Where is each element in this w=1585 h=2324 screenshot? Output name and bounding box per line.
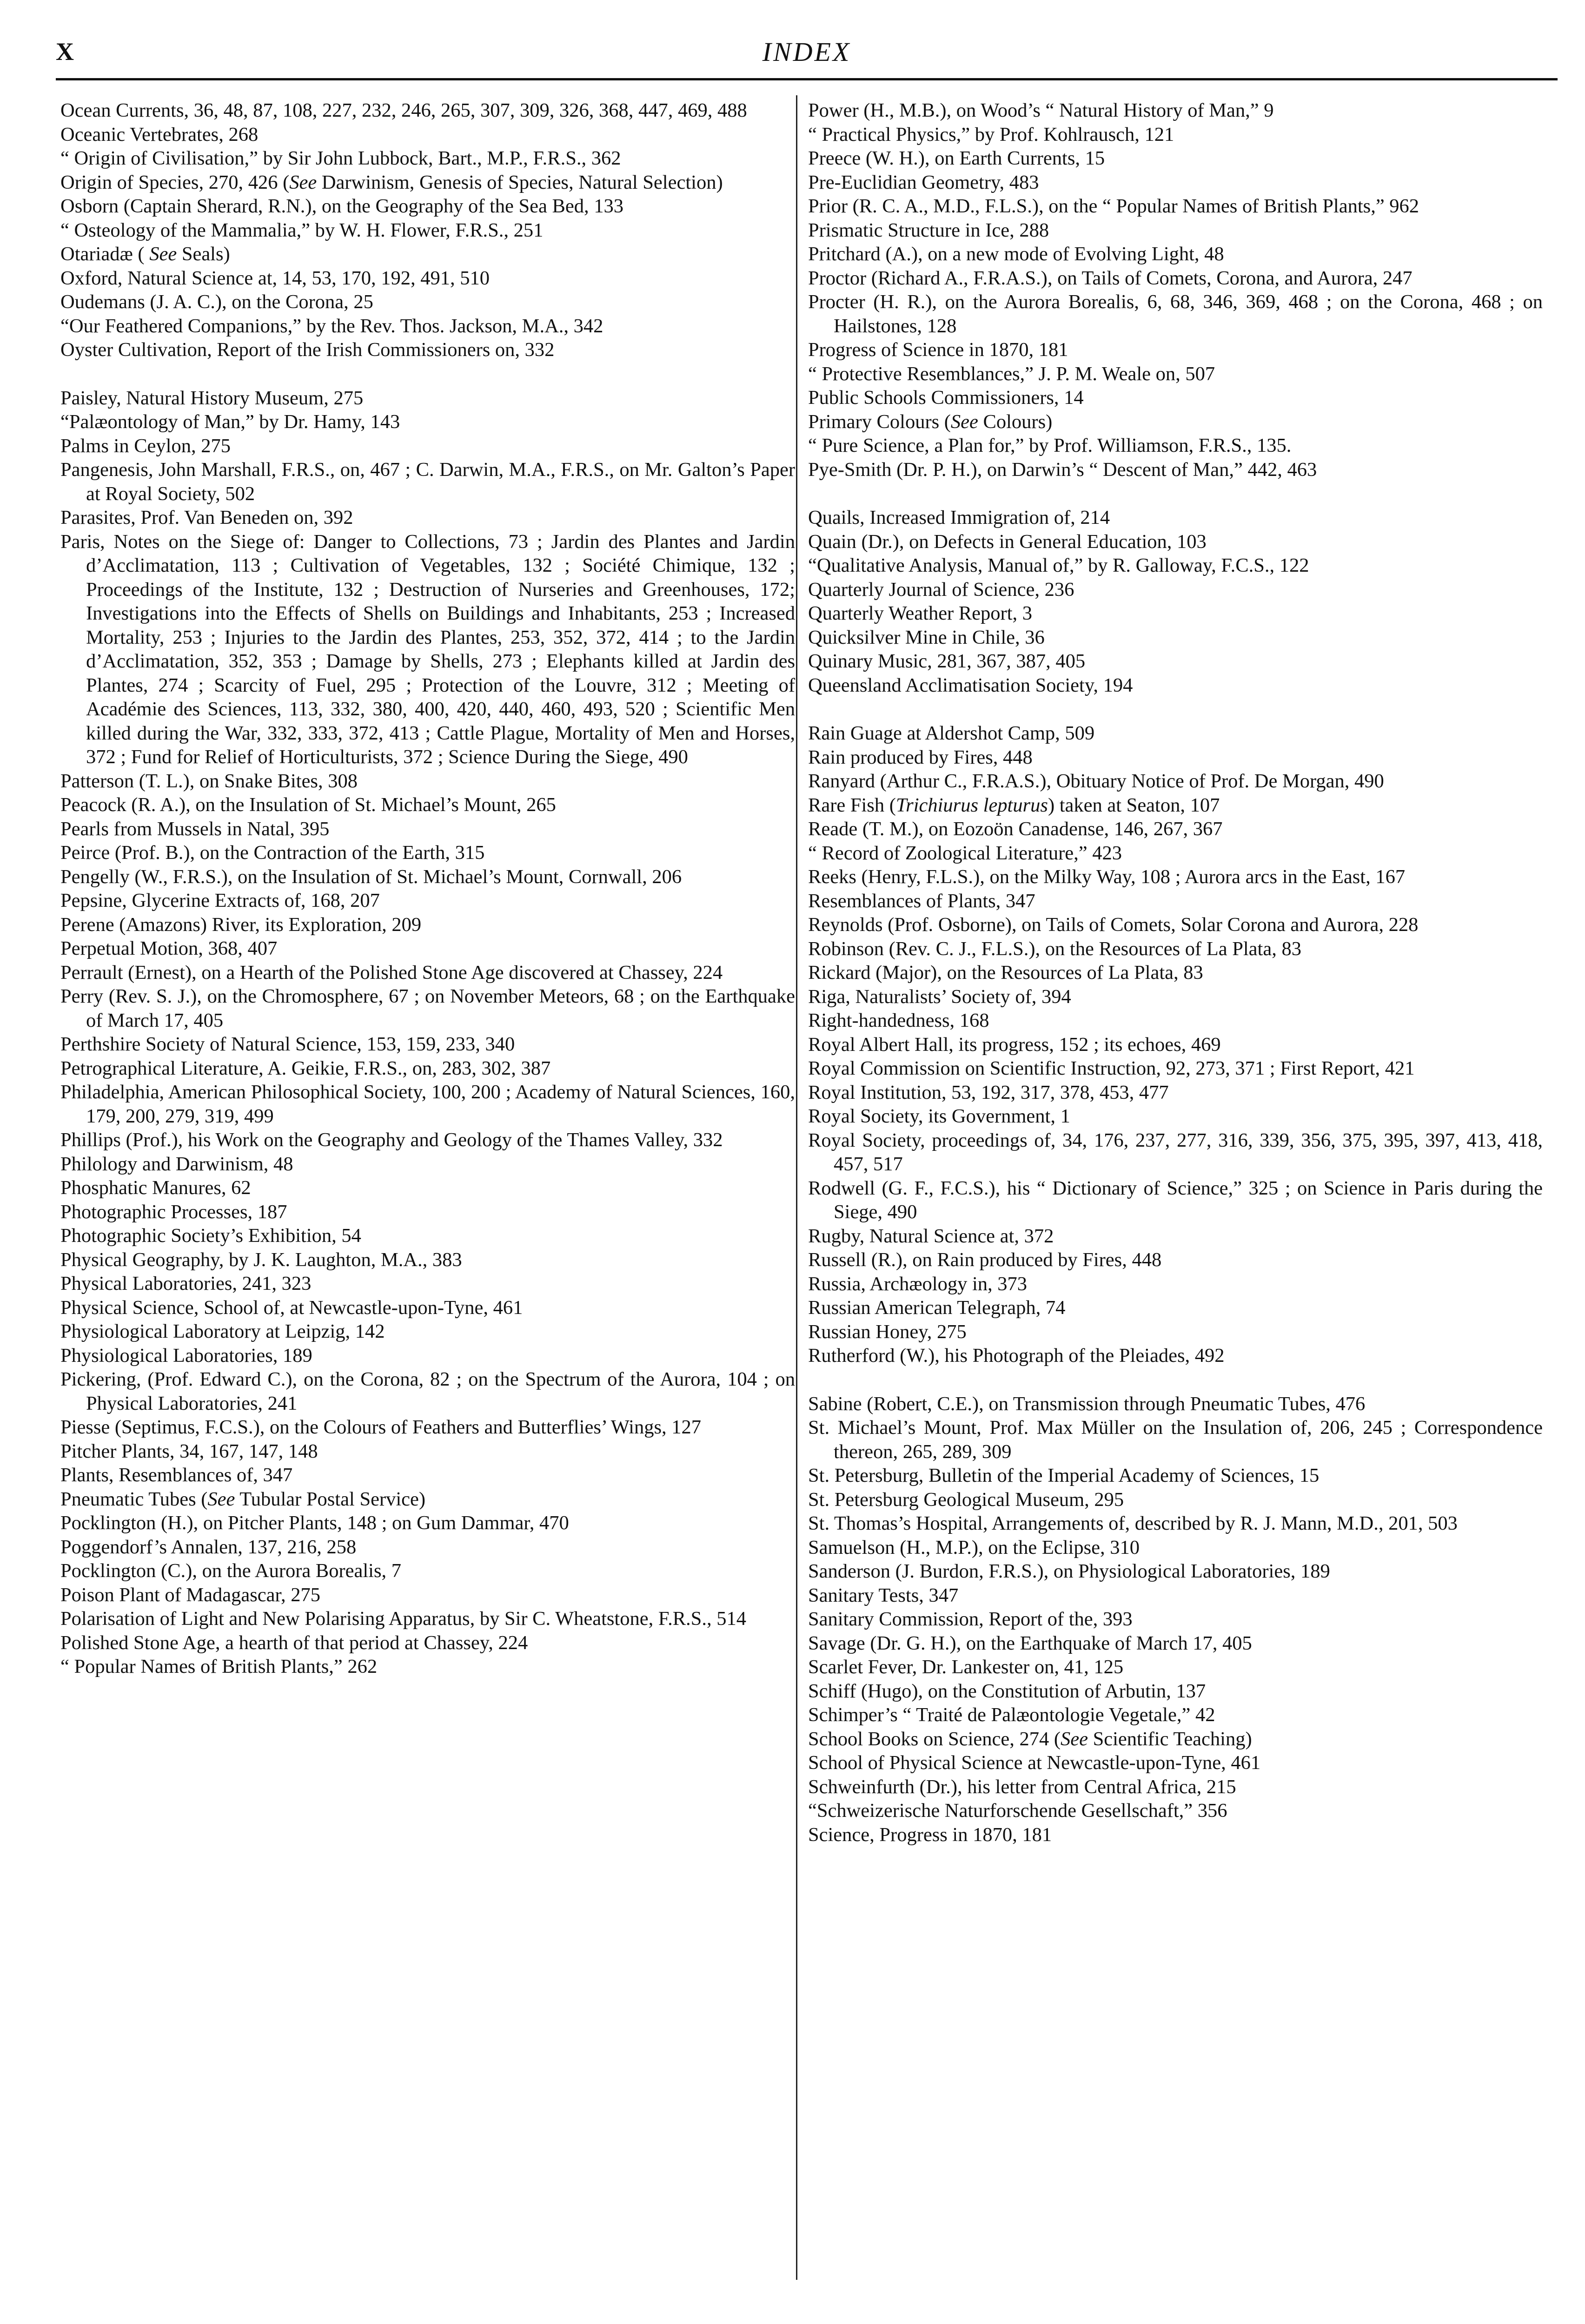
index-entry: Osborn (Captain Sherard, R.N.), on the Geography of the Sea Bed, 133 bbox=[60, 195, 623, 217]
index-entry: Pye-Smith (Dr. P. H.), on Darwin’s “ Descent of Man,” 442, 463 bbox=[808, 458, 1317, 481]
index-entry: Quarterly Journal of Science, 236 bbox=[808, 578, 1074, 601]
index-entry: Peacock (R. A.), on the Insulation of St. Michael’s Mount, 265 bbox=[60, 794, 556, 816]
index-entry: Phillips (Prof.), his Work on the Geography and Geology of the Thames Valley, 332 bbox=[60, 1129, 723, 1151]
index-entry: Russian American Telegraph, 74 bbox=[808, 1297, 1066, 1319]
index-entry: Physical Science, School of, at Newcastle-upon-Tyne, 461 bbox=[60, 1296, 523, 1319]
index-entry: Royal Society, its Government, 1 bbox=[808, 1105, 1070, 1127]
index-entry: Russell (R.), on Rain produced by Fires, 448 bbox=[808, 1249, 1162, 1271]
index-entry: Rutherford (W.), his Photograph of the Pleiades, 492 bbox=[808, 1345, 1225, 1367]
index-entry: Pneumatic Tubes (See Tubular Postal Service) bbox=[60, 1488, 426, 1510]
index-entry: Robinson (Rev. C. J., F.L.S.), on the Resources of La Plata, 83 bbox=[808, 938, 1301, 960]
index-entry: Perrault (Ernest), on a Hearth of the Polished Stone Age discovered at Chassey, 224 bbox=[60, 961, 723, 984]
page-number: X bbox=[56, 38, 74, 66]
index-entry: Photographic Society’s Exhibition, 54 bbox=[60, 1225, 361, 1247]
index-entry: Riga, Naturalists’ Society of, 394 bbox=[808, 985, 1071, 1008]
index-entry: Oudemans (J. A. C.), on the Corona, 25 bbox=[60, 291, 373, 313]
index-entry: Polished Stone Age, a hearth of that period at Chassey, 224 bbox=[60, 1631, 528, 1654]
index-entry: “Our Feathered Companions,” by the Rev. Thos. Jackson, M.A., 342 bbox=[60, 315, 603, 337]
index-entry: Oyster Cultivation, Report of the Irish Commissioners on, 332 bbox=[60, 339, 555, 361]
index-entry: Physiological Laboratory at Leipzig, 142 bbox=[60, 1320, 385, 1342]
right-column bbox=[808, 99, 1543, 1847]
index-entry: “Qualitative Analysis, Manual of,” by R. Galloway, F.C.S., 122 bbox=[808, 555, 1309, 576]
index-entry: Schweinfurth (Dr.), his letter from Central Africa, 215 bbox=[808, 1776, 1236, 1798]
column-divider bbox=[796, 95, 797, 2280]
index-entry: “Palæontology of Man,” by Dr. Hamy, 143 bbox=[60, 411, 400, 433]
index-entry: Reade (T. M.), on Eozoön Canadense, 146, 267, 367 bbox=[808, 818, 1223, 840]
index-entry: Sanderson (J. Burdon, F.R.S.), on Physiological Laboratories, 189 bbox=[808, 1560, 1330, 1582]
index-entry: Proctor (Richard A., F.R.A.S.), on Tails of Comets, Corona, and Aurora, 247 bbox=[808, 267, 1413, 289]
index-entry: “ Protective Resemblances,” J. P. M. Weale on, 507 bbox=[808, 363, 1215, 385]
index-entry: Savage (Dr. G. H.), on the Earthquake of March 17, 405 bbox=[808, 1632, 1252, 1654]
letter-group-gap bbox=[808, 697, 1543, 721]
index-entry: Preece (W. H.), on Earth Currents, 15 bbox=[808, 147, 1105, 169]
index-entry: Procter (H. R.), on the Aurora Borealis, 6, 68, 346, 369, 468 ; on the Corona, 468 ; on Hailstones, 128 bbox=[808, 291, 1543, 337]
index-entry: Schiff (Hugo), on the Constitution of Arbutin, 137 bbox=[808, 1680, 1206, 1702]
index-entry: Paris, Notes on the Siege of: Danger to Collections, 73 ; Jardin des Plantes and Jardin d’Acclimatation, 113 ; Cultivation of Vegetables, 132 ; Société Chimique, 132 ; Proceedings of the Institute, 132 ; Destruction of Nurseries and Greenhouses, 172; Investigations into the Effects of Shells on Buildings and Inhabitants, 253 ; Increased Mortality, 253 ; Injuries to the Jardin des Plantes, 253, 352, 372, 414 ; to the Jardin d’Acclimatation, 352, 353 ; Damage by Shells, 273 ; Elephants killed at Jardin des Plantes, 274 ; Scarcity of Fuel, 295 ; Protection of the Louvre, 312 ; Meeting of Académie des Sciences, 113, 332, 380, 400, 420, 440, 460, 493, 520 ; Scientific Men killed during the War, 332, 333, 372, 413 ; Cattle Plague, Mortality of Men and Horses, 372 ; Fund for Relief of Horticulturists, 372 ; Science During the Siege, 490 bbox=[60, 530, 795, 768]
index-entry: Reynolds (Prof. Osborne), on Tails of Comets, Solar Corona and Aurora, 228 bbox=[808, 914, 1419, 936]
index-entry: “ Osteology of the Mammalia,” by W. H. Flower, F.R.S., 251 bbox=[60, 219, 544, 241]
index-entry: Sanitary Tests, 347 bbox=[808, 1584, 959, 1606]
index-entry: Russia, Archæology in, 373 bbox=[808, 1273, 1028, 1295]
index-entry: Petrographical Literature, A. Geikie, F.R.S., on, 283, 302, 387 bbox=[60, 1057, 551, 1079]
index-entry: “ Record of Zoological Literature,” 423 bbox=[808, 842, 1122, 864]
index-entry: Samuelson (H., M.P.), on the Eclipse, 310 bbox=[808, 1536, 1140, 1558]
index-entry: Pritchard (A.), on a new mode of Evolving Light, 48 bbox=[808, 243, 1224, 265]
index-entry: Right-handedness, 168 bbox=[808, 1010, 989, 1031]
index-entry: Pickering, (Prof. Edward C.), on the Corona, 82 ; on the Spectrum of the Aurora, 104 ; on Physical Laboratories, 241 bbox=[60, 1368, 795, 1414]
index-entry: “ Origin of Civilisation,” by Sir John Lubbock, Bart., M.P., F.R.S., 362 bbox=[60, 147, 621, 169]
header-rule bbox=[56, 78, 1558, 80]
index-entry: Perry (Rev. S. J.), on the Chromosphere, 67 ; on November Meteors, 68 ; on the Earthquake of March 17, 405 bbox=[60, 985, 795, 1031]
index-entry: Philadelphia, American Philosophical Society, 100, 200 ; Academy of Natural Sciences, 160, 179, 200, 279, 319, 499 bbox=[60, 1081, 795, 1127]
index-entry: Palms in Ceylon, 275 bbox=[60, 435, 231, 457]
page-title: INDEX bbox=[762, 37, 851, 67]
index-entry: Physical Laboratories, 241, 323 bbox=[60, 1273, 312, 1294]
page-header bbox=[56, 29, 1558, 80]
index-entry: “ Pure Science, a Plan for,” by Prof. Williamson, F.R.S., 135. bbox=[808, 435, 1292, 456]
index-entry: St. Thomas’s Hospital, Arrangements of, described by R. J. Mann, M.D., 201, 503 bbox=[808, 1512, 1458, 1534]
index-entry: Quain (Dr.), on Defects in General Education, 103 bbox=[808, 530, 1207, 553]
index-entry: Prior (R. C. A., M.D., F.L.S.), on the “ Popular Names of British Plants,” 962 bbox=[808, 195, 1419, 217]
index-entry: Peirce (Prof. B.), on the Contraction of the Earth, 315 bbox=[60, 842, 485, 864]
index-entry: Quarterly Weather Report, 3 bbox=[808, 602, 1033, 624]
index-entry: Oceanic Vertebrates, 268 bbox=[60, 123, 259, 145]
index-entry: Pitcher Plants, 34, 167, 147, 148 bbox=[60, 1440, 318, 1462]
index-entry: Progress of Science in 1870, 181 bbox=[808, 339, 1068, 361]
index-entry: Oxford, Natural Science at, 14, 53, 170, 192, 491, 510 bbox=[60, 267, 490, 289]
index-entry: Sanitary Commission, Report of the, 393 bbox=[808, 1608, 1133, 1630]
index-entry: Origin of Species, 270, 426 (See Darwinism, Genesis of Species, Natural Selection) bbox=[60, 171, 723, 193]
index-entry: Royal Institution, 53, 192, 317, 378, 453, 477 bbox=[808, 1081, 1169, 1103]
index-entry: Quails, Increased Immigration of, 214 bbox=[808, 507, 1110, 528]
index-entry: Resemblances of Plants, 347 bbox=[808, 890, 1035, 912]
index-entry: Pepsine, Glycerine Extracts of, 168, 207 bbox=[60, 890, 380, 911]
index-entry: Quicksilver Mine in Chile, 36 bbox=[808, 626, 1045, 648]
index-entry: Pre-Euclidian Geometry, 483 bbox=[808, 171, 1039, 193]
index-entry: “Schweizerische Naturforschende Gesellschaft,” 356 bbox=[808, 1800, 1227, 1822]
index-entry: Primary Colours (See Colours) bbox=[808, 410, 1053, 433]
index-entry: Otariadæ ( See Seals) bbox=[60, 243, 230, 265]
index-entry: Pocklington (C.), on the Aurora Borealis, 7 bbox=[60, 1560, 402, 1582]
index-entry: Phosphatic Manures, 62 bbox=[60, 1177, 251, 1199]
index-entry: Poison Plant of Madagascar, 275 bbox=[60, 1584, 320, 1606]
index-entry: Rodwell (G. F., F.C.S.), his “ Dictionary of Science,” 325 ; on Science in Paris during the Siege, 490 bbox=[808, 1177, 1543, 1223]
index-entry: St. Petersburg, Bulletin of the Imperial Academy of Sciences, 15 bbox=[808, 1465, 1320, 1486]
index-entry: Perpetual Motion, 368, 407 bbox=[60, 938, 278, 959]
index-entry: Rain Guage at Aldershot Camp, 509 bbox=[808, 722, 1095, 744]
index-entry: Plants, Resemblances of, 347 bbox=[60, 1464, 293, 1486]
index-entry: Ocean Currents, 36, 48, 87, 108, 227, 232, 246, 265, 307, 309, 326, 368, 447, 469, 488 bbox=[60, 99, 747, 121]
index-entry: Royal Albert Hall, its progress, 152 ; its echoes, 469 bbox=[808, 1033, 1221, 1056]
index-entry: Poggendorf’s Annalen, 137, 216, 258 bbox=[60, 1536, 357, 1558]
letter-group-gap bbox=[808, 482, 1543, 506]
index-entry: “ Popular Names of British Plants,” 262 bbox=[60, 1656, 378, 1677]
index-entry: Philology and Darwinism, 48 bbox=[60, 1153, 293, 1175]
index-entry: Patterson (T. L.), on Snake Bites, 308 bbox=[60, 770, 358, 792]
letter-group-gap bbox=[808, 1368, 1543, 1392]
index-entry: Physiological Laboratories, 189 bbox=[60, 1344, 312, 1367]
index-entry: Rare Fish (Trichiurus lepturus) taken at Seaton, 107 bbox=[808, 794, 1220, 816]
index-entry: Rickard (Major), on the Resources of La Plata, 83 bbox=[808, 962, 1203, 984]
index-entry: St. Michael’s Mount, Prof. Max Müller on the Insulation of, 206, 245 ; Correspondence thereon, 265, 289, 309 bbox=[808, 1417, 1543, 1463]
index-entry: Perthshire Society of Natural Science, 153, 159, 233, 340 bbox=[60, 1033, 515, 1055]
index-entry: Pocklington (H.), on Pitcher Plants, 148 ; on Gum Dammar, 470 bbox=[60, 1512, 569, 1534]
index-entry: School of Physical Science at Newcastle-upon-Tyne, 461 bbox=[808, 1752, 1261, 1774]
index-entry: Science, Progress in 1870, 181 bbox=[808, 1823, 1052, 1846]
index-entry: Royal Commission on Scientific Instruction, 92, 273, 371 ; First Report, 421 bbox=[808, 1057, 1415, 1079]
index-entry: Pangenesis, John Marshall, F.R.S., on, 467 ; C. Darwin, M.A., F.R.S., on Mr. Galton’s Paper at Royal Society, 502 bbox=[60, 459, 795, 505]
index-entry: St. Petersburg Geological Museum, 295 bbox=[808, 1488, 1124, 1511]
left-column bbox=[60, 99, 795, 1679]
index-entry: Scarlet Fever, Dr. Lankester on, 41, 125 bbox=[808, 1656, 1124, 1678]
index-entry: Prismatic Structure in Ice, 288 bbox=[808, 219, 1049, 241]
index-entry: Pearls from Mussels in Natal, 395 bbox=[60, 818, 330, 840]
index-entry: Ranyard (Arthur C., F.R.A.S.), Obituary Notice of Prof. De Morgan, 490 bbox=[808, 770, 1384, 792]
index-entry: Pengelly (W., F.R.S.), on the Insulation of St. Michael’s Mount, Cornwall, 206 bbox=[60, 865, 682, 888]
index-entry: Polarisation of Light and New Polarising Apparatus, by Sir C. Wheatstone, F.R.S., 514 bbox=[60, 1608, 746, 1630]
index-entry: Rugby, Natural Science at, 372 bbox=[808, 1225, 1054, 1247]
index-entry: Perene (Amazons) River, its Exploration, 209 bbox=[60, 913, 422, 936]
index-entry: Royal Society, proceedings of, 34, 176, 237, 277, 316, 339, 356, 375, 395, 397, 413, 418, 457, 517 bbox=[808, 1129, 1543, 1175]
index-entry: School Books on Science, 274 (See Scientific Teaching) bbox=[808, 1728, 1252, 1750]
index-entry: Russian Honey, 275 bbox=[808, 1320, 967, 1343]
index-entry: “ Practical Physics,” by Prof. Kohlrausch, 121 bbox=[808, 123, 1174, 145]
index-entry: Rain produced by Fires, 448 bbox=[808, 746, 1033, 768]
index-entry: Parasites, Prof. Van Beneden on, 392 bbox=[60, 507, 353, 528]
index-entry: Schimper’s “ Traité de Palæontologie Vegetale,” 42 bbox=[808, 1704, 1215, 1726]
index-entry: Sabine (Robert, C.E.), on Transmission through Pneumatic Tubes, 476 bbox=[808, 1393, 1366, 1415]
index-entry: Paisley, Natural History Museum, 275 bbox=[60, 387, 364, 409]
letter-group-gap bbox=[60, 362, 795, 386]
index-entry: Physical Geography, by J. K. Laughton, M.A., 383 bbox=[60, 1248, 462, 1271]
index-entry: Power (H., M.B.), on Wood’s “ Natural History of Man,” 9 bbox=[808, 99, 1274, 121]
index-entry: Reeks (Henry, F.L.S.), on the Milky Way, 108 ; Aurora arcs in the East, 167 bbox=[808, 866, 1406, 888]
index-entry: Public Schools Commissioners, 14 bbox=[808, 387, 1084, 409]
index-entry: Quinary Music, 281, 367, 387, 405 bbox=[808, 650, 1086, 672]
index-entry: Photographic Processes, 187 bbox=[60, 1201, 287, 1223]
index-entry: Queensland Acclimatisation Society, 194 bbox=[808, 674, 1133, 696]
index-entry: Piesse (Septimus, F.C.S.), on the Colours of Feathers and Butterflies’ Wings, 127 bbox=[60, 1416, 702, 1438]
